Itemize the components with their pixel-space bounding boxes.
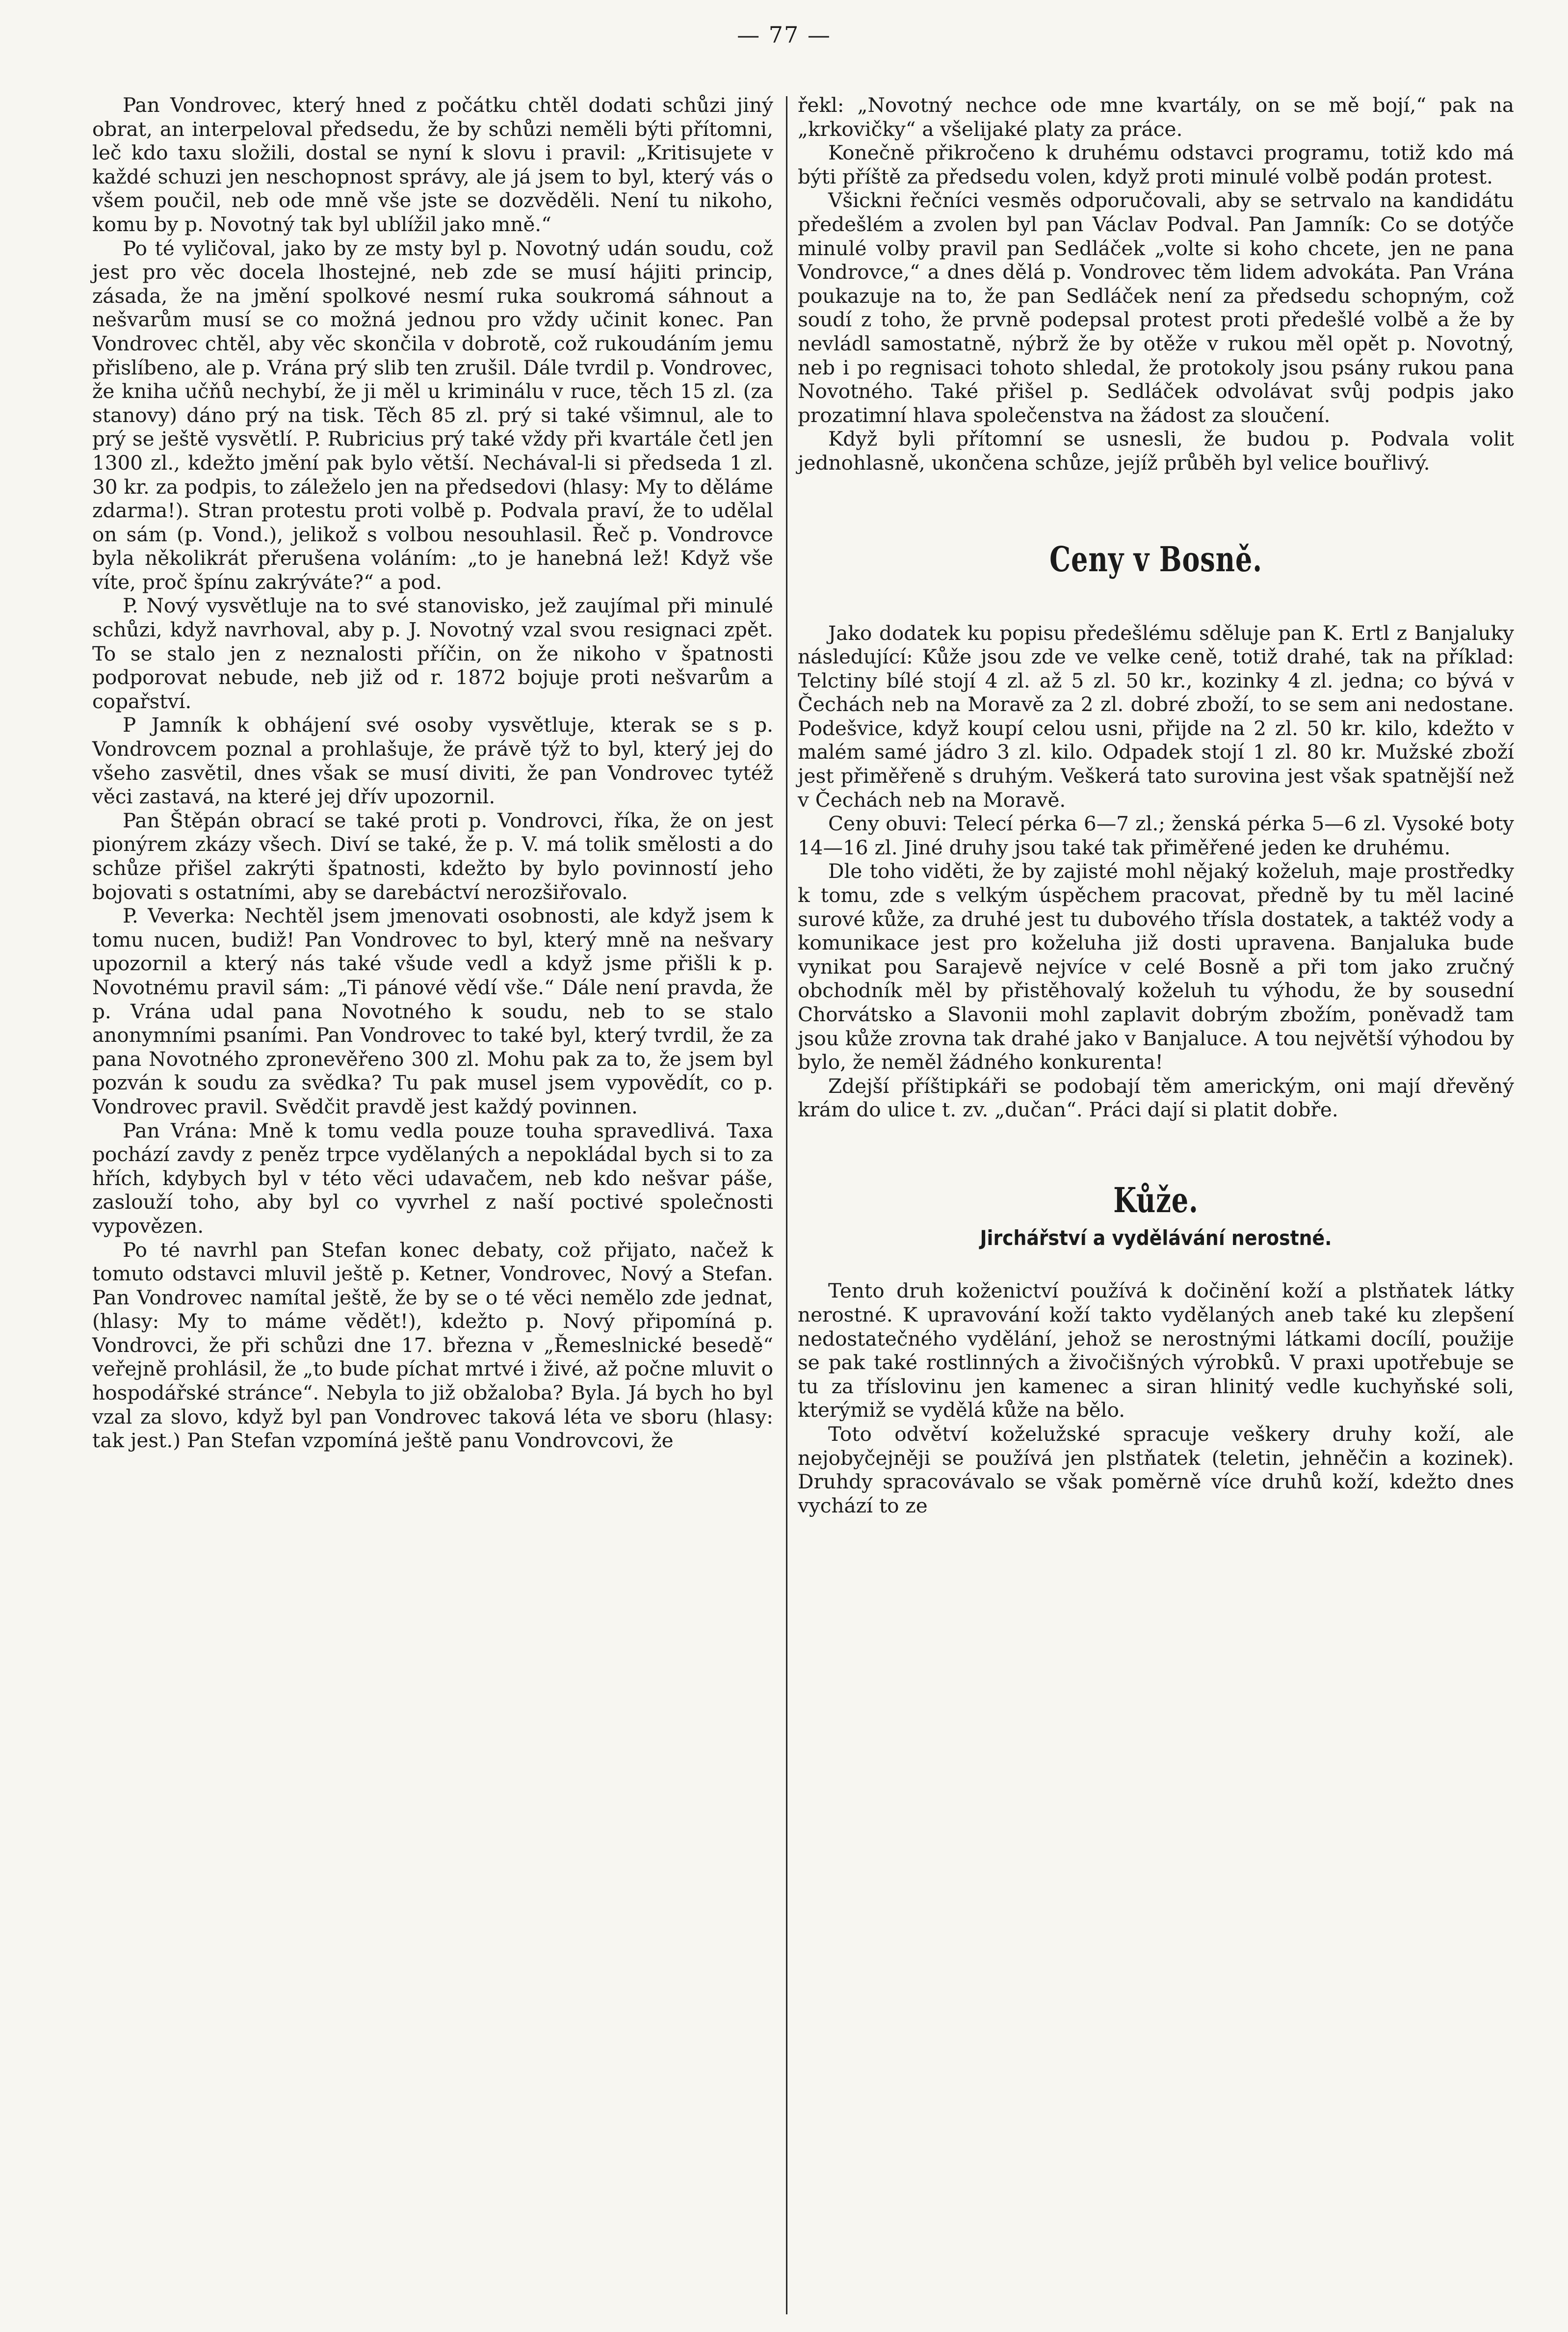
section-heading-kuze: Kůže. — [1113, 1179, 1199, 1220]
kuze-paragraph: Toto odvětví koželužské spracuje veškery druhy koží, ale nejobyčejněji se používá jen plstňatek (teletin, jehněčin a kozinek). Druhdy spracovávalo se však poměrně více druhů koží, kdežto dnes vychází to ze — [798, 1422, 1514, 1517]
left-paragraph: Po té navrhl pan Stefan konec debaty, což přijato, načež k tomuto odstavci mluvil ještě p. Ketner, Vondrovec, Nový a Stefan. Pan Vondrovec namítal ještě, že by se o té věci nemělo zde jednat, (hlasy: My to máme vědět!), kdežto p. Nový připomíná p. Vondrovci, že při schůzi dne 17. března v „Řemeslnické besedě“ veřejně prohlásil, že „to bude píchat mrtvé i živé, až počne mluvit o hospodářské stránce“. Nebyla to již obžaloba? Byla. Já bych ho byl vzal za slovo, když byl pan Vondrovec taková léta ve sboru (hlasy: tak jest.) Pan Stefan vzpomíná ještě panu Vondrovcovi, že — [92, 1238, 773, 1453]
left-paragraph: Pan Vondrovec, který hned z počátku chtěl dodati schůzi jiný obrat, an interpeloval předsedu, že by schůzi neměli býti přítomni, leč kdo taxu složili, dostal se nyní k slovu i pravil: „Kritisujete v každé schuzi jen neschopnost správy, ale já jsem to byl, který vás o všem poučil, neb ode mně vše jste se dozvěděli. Není tu nikoho, komu by p. Novotný tak byl ublížil jako mně.“ — [92, 93, 773, 236]
left-paragraph: Pan Štěpán obrací se také proti p. Vondrovci, říka, že on jest pionýrem zkázy všech. Diví se také, že p. V. má tolik smělosti a do schůze přišel zakrýti špatnosti, kdežto by bylo povinností jeho bojovati s ostatními, aby se darebáctví nerozšiřovalo. — [92, 808, 773, 904]
ceny-paragraph: Jako dodatek ku popisu předešlému sděluje pan K. Ertl z Banjaluky následující: Kůže jsou zde ve velke ceně, totiž drahé, tak na příklad: Telctiny bílé stojí 4 zl. až 5 zl. 50 kr., kozinky 4 zl. jedna; co bývá v Čechách neb na Moravě za 2 zl. dobré zboží, to se sem ani nedostane. Podešvice, když koupí celou usni, přijde na 2 zl. 50 kr. kilo, kdežto v malém samé jádro 3 zl. kilo. Odpadek stojí 1 zl. 80 kr. Mužské zboží jest přiměřeně s druhým. Veškerá tato surovina jest však spatnější než v Čechách neb na Moravě. — [798, 621, 1514, 812]
section-subheading-jircharstvi: Jirchářství a vydělávání nerostné. — [980, 1225, 1332, 1250]
section-heading-ceny-v-bosne: Ceny v Bosně. — [1049, 538, 1262, 580]
left-paragraph: P. Nový vysvětluje na to své stanovisko, jež zaujímal při minulé schůzi, když navrhoval, aby p. J. Novotný vzal svou resignaci zpět. To se stalo jen z neznalosti příčin, on že nikoho v špatnosti podporovat nebude, neb již od r. 1872 bojuje proti nešvarům a copařství. — [92, 594, 773, 713]
right-column — [798, 93, 1514, 1517]
ceny-paragraph: Ceny obuvi: Telecí pérka 6—7 zl.; ženská pérka 5—6 zl. Vysoké boty 14—16 zl. Jiné druhy jsou také tak přiměřené jeden ke druhému. — [798, 812, 1514, 859]
left-paragraph: P. Veverka: Nechtěl jsem jmenovati osobnosti, ale když jsem k tomu nucen, budiž! Pan Vondrovec to byl, který mně na nešvary upozornil a který nás také všude vedl a když jsme přišli k p. Novotnému pravil sám: „Ti pánové vědí vše.“ Dále není pravda, že p. Vrána udal pana Novotného k soudu, neb to se stalo anonymními psaními. Pan Vondrovec to také byl, který tvrdil, že za pana Novotného zpronevěřeno 300 zl. Mohu pak za to, že jsem byl pozván k soudu za svědka? Tu pak musel jsem vypovědít, co p. Vondrovec pravil. Svědčit pravdě jest každý povinnen. — [92, 904, 773, 1118]
page-number: — 77 — — [737, 22, 831, 48]
left-paragraph: Po té vyličoval, jako by ze msty byl p. Novotný udán soudu, což jest pro věc docela lhostejné, neb zde se musí hájiti princip, zásada, že na jmění spolkové nesmí ruka soukromá sáhnout a nešvarům musí se co možná jednou pro vždy učinit konec. Pan Vondrovec chtěl, aby věc skončila v dobrotě, což rukoudáním jemu přislíbeno, ale p. Vrána prý slib ten zrušil. Dále tvrdil p. Vondrovec, že kniha učňů nechybí, že ji měl u kriminálu v ruce, těch 15 zl. (za stanovy) dáno prý na tisk. Těch 85 zl. prý si také všimnul, ale to prý se ještě vysvětlí. P. Rubricius prý také vždy při kvartále četl jen 1300 zl., kdežto jmění pak bylo větší. Nechával-li si předseda 1 zl. 30 kr. za podpis, to záleželo jen na předsedovi (hlasy: My to děláme zdarma!). Stran protestu proti volbě p. Podvala praví, že to udělal on sám (p. Vond.), jelikož s volbou nesouhlasil. Řeč p. Vondrovce byla několikrát přerušena voláním: „to je hanebná lež! Když vše víte, proč špínu zakrýváte?“ a pod. — [92, 236, 773, 594]
right-paragraph: Když byli přítomní se usnesli, že budou p. Podvala volit jednohlasně, ukončena schůze, jejíž průběh byl velice bouřlivý. — [798, 427, 1514, 475]
left-paragraph: Pan Vrána: Mně k tomu vedla pouze touha spravedlivá. Taxa pochází zavdy z peněz trpce vydělaných a nepokládal bych si to za hřích, kdybych byl v této věci udavačem, neb kdo nešvar páše, zaslouží toho, aby byl co vyvrhel z naší poctivé společnosti vypovězen. — [92, 1118, 773, 1238]
ceny-paragraph: Dle toho viděti, že by zajisté mohl nějaký koželuh, maje prostředky k tomu, zde s velkým úspěchem pracovat, předně by tu měl laciné surové kůže, za druhé jest tu dubového třísla dostatek, a taktéž vody a komunikace jest pro koželuha již dosti upravena. Banjaluka bude vynikat pou Sarajevě nejvíce v celé Bosně a při tom jako zručný obchodník měl by přistěhovalý koželuh tu výhodu, že by sousední Chorvátsko a Slavonii mohl zaplavit dobrým zbožím, poněvadž tam jsou kůže zrovna tak drahé jako v Banjaluce. A tou největší výhodou by bylo, že neměl žádného konkurenta! — [798, 859, 1514, 1074]
ceny-paragraph: Zdejší příštipkáři se podobají těm americkým, oni mají dřevěný krám do ulice t. zv. „dučan“. Práci dají si platit dobře. — [798, 1074, 1514, 1122]
right-paragraph: Konečně přikročeno k druhému odstavci programu, totiž kdo má býti příště za předsedu volen, když proti minulé volbě podán protest. — [798, 141, 1514, 188]
right-paragraph: Všickni řečníci vesměs odporučovali, aby se setrvalo na kandidátu předešlém a zvolen byl pan Václav Podval. Pan Jamník: Co se dotýče minulé volby pravil pan Sedláček „volte si koho chcete, jen ne pana Vondrovce,“ a dnes dělá p. Vondrovec těm lidem advokáta. Pan Vrána poukazuje na to, že pan Sedláček není za předsedu schopným, což soudí z toho, že prvně podepsal protest proti předešlé volbě a že by nevládl samostatně, nýbrž že by otěže v rukou měl opět p. Novotný, neb i po regnisaci tohoto shledal, že protokoly jsou psány rukou pana Novotného. Také přišel p. Sedláček odvolávat svůj podpis jako prozatimní hlava společenstva na žádost za sloučení. — [798, 188, 1514, 427]
kuze-paragraph: Tento druh koženictví používá k dočinění koží a plstňatek látky nerostné. K upravování koží takto vydělaných aneb také ku zlepšení nedostatečného vydělání, jehož se nerostnými látkami docílí, použije se pak také rostlinných a živočišných výrobků. V praxi upotřebuje se tu za tříslovinu jen kamenec a siran hlinitý vedle kuchyňské soli, kterýmiž se vydělá kůže na bělo. — [798, 1279, 1514, 1422]
right-paragraph: řekl: „Novotný nechce ode mne kvartály, on se mě bojí,“ pak na „krkovičky“ a všelijaké platy za práce. — [798, 93, 1514, 141]
left-column — [92, 93, 773, 1453]
left-paragraph: P Jamník k obhájení své osoby vysvětluje, kterak se s p. Vondrovcem poznal a prohlašuje, že právě týž to byl, který jej do všeho zasvětil, dnes však se musí diviti, že pan Vondrovec tytéž věci zastavá, na které jej dřív upozornil. — [92, 713, 773, 809]
column-divider — [786, 96, 787, 2314]
